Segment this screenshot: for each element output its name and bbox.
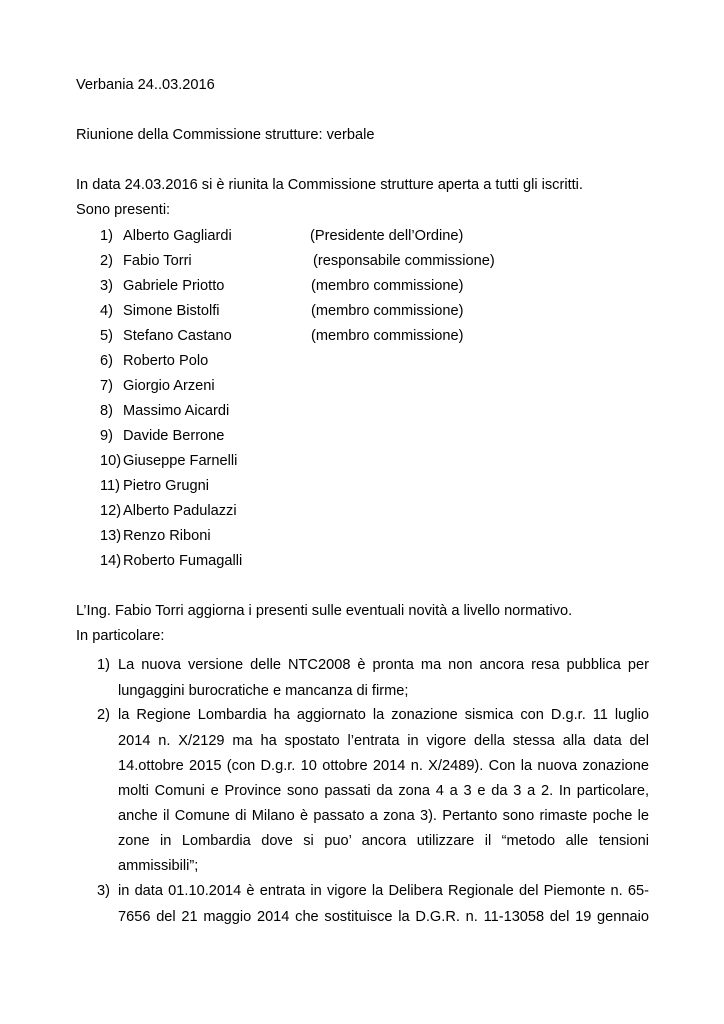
attendee-number: 12) (100, 503, 122, 519)
attendee-number: 5) (100, 328, 113, 344)
attendee-name: Renzo Riboni (123, 528, 211, 544)
attendee-number: 10) (100, 453, 122, 469)
attendee-role: (responsabile commissione) (313, 253, 495, 269)
attendee-number: 13) (100, 528, 122, 544)
attendee-name: Fabio Torri (123, 253, 192, 269)
attendee-number: 4) (100, 303, 113, 319)
point-text-line: la Regione Lombardia ha aggiornato la zonazione sismica con D.g.r. 11 luglio (118, 707, 649, 723)
attendee-role: (membro commissione) (311, 328, 464, 344)
attendee-role: (membro commissione) (311, 278, 464, 294)
point-text-line: zone in Lombardia dove si puo’ ancora utilizzare il “metodo alle tensioni (118, 833, 649, 849)
attendee-name: Gabriele Priotto (123, 278, 225, 294)
point-text-line: La nuova versione delle NTC2008 è pronta ma non ancora resa pubblica per (118, 657, 649, 673)
attendee-number: 6) (100, 353, 113, 369)
attendee-number: 1) (100, 228, 113, 244)
point-number: 2) (97, 707, 110, 723)
attendee-number: 3) (100, 278, 113, 294)
attendee-name: Pietro Grugni (123, 478, 209, 494)
place-date: Verbania 24..03.2016 (76, 77, 215, 93)
point-text-line: 14.ottobre 2015 (con D.g.r. 10 ottobre 2014 n. X/2489). Con la nuova zonazione (118, 758, 649, 774)
attendee-name: Giuseppe Farnelli (123, 453, 238, 469)
point-text-line: 2014 n. X/2129 ma ha spostato l’entrata in vigore della stessa alla data del (118, 733, 649, 749)
attendee-name: Giorgio Arzeni (123, 378, 215, 394)
attendee-number: 14) (100, 553, 122, 569)
point-text-line: lungaggini burocratiche e mancanza di firme; (118, 683, 409, 699)
attendee-number: 9) (100, 428, 113, 444)
attendee-name: Stefano Castano (123, 328, 232, 344)
attendee-role: (membro commissione) (311, 303, 464, 319)
update-line: L’Ing. Fabio Torri aggiorna i presenti sulle eventuali novità a livello normativo. (76, 603, 573, 619)
attendee-role: (Presidente dell’Ordine) (310, 228, 464, 244)
point-text-line: anche il Comune di Milano è passato a zona 3). Pertanto sono rimaste poche le (118, 808, 649, 824)
intro-line: In data 24.03.2016 si è riunita la Commissione strutture aperta a tutti gli iscritti. (76, 177, 583, 193)
point-text-line: ammissibili”; (118, 858, 199, 874)
attendee-number: 8) (100, 403, 113, 419)
attendee-number: 11) (100, 478, 121, 494)
attendee-name: Davide Berrone (123, 428, 225, 444)
attendee-name: Simone Bistolfi (123, 303, 220, 319)
point-number: 3) (97, 883, 110, 899)
attendee-name: Massimo Aicardi (123, 403, 230, 419)
point-text-line: in data 01.10.2014 è entrata in vigore la Delibera Regionale del Piemonte n. 65- (118, 883, 649, 899)
attendee-name: Alberto Padulazzi (123, 503, 237, 519)
attendee-number: 2) (100, 253, 113, 269)
attendee-name: Roberto Polo (123, 353, 209, 369)
document-title: Riunione della Commissione strutture: verbale (76, 127, 375, 143)
point-text-line: molti Comuni e Province sono passati da zona 4 a 3 e da 3 a 2. In particolare, (118, 783, 649, 799)
attendee-name: Alberto Gagliardi (123, 228, 232, 244)
attendees-heading: Sono presenti: (76, 202, 171, 218)
update-heading: In particolare: (76, 628, 165, 644)
point-text-line: 7656 del 21 maggio 2014 che sostituisce la D.G.R. n. 11-13058 del 19 gennaio (118, 909, 649, 925)
point-number: 1) (97, 657, 110, 673)
attendee-name: Roberto Fumagalli (123, 553, 243, 569)
attendee-number: 7) (100, 378, 113, 394)
